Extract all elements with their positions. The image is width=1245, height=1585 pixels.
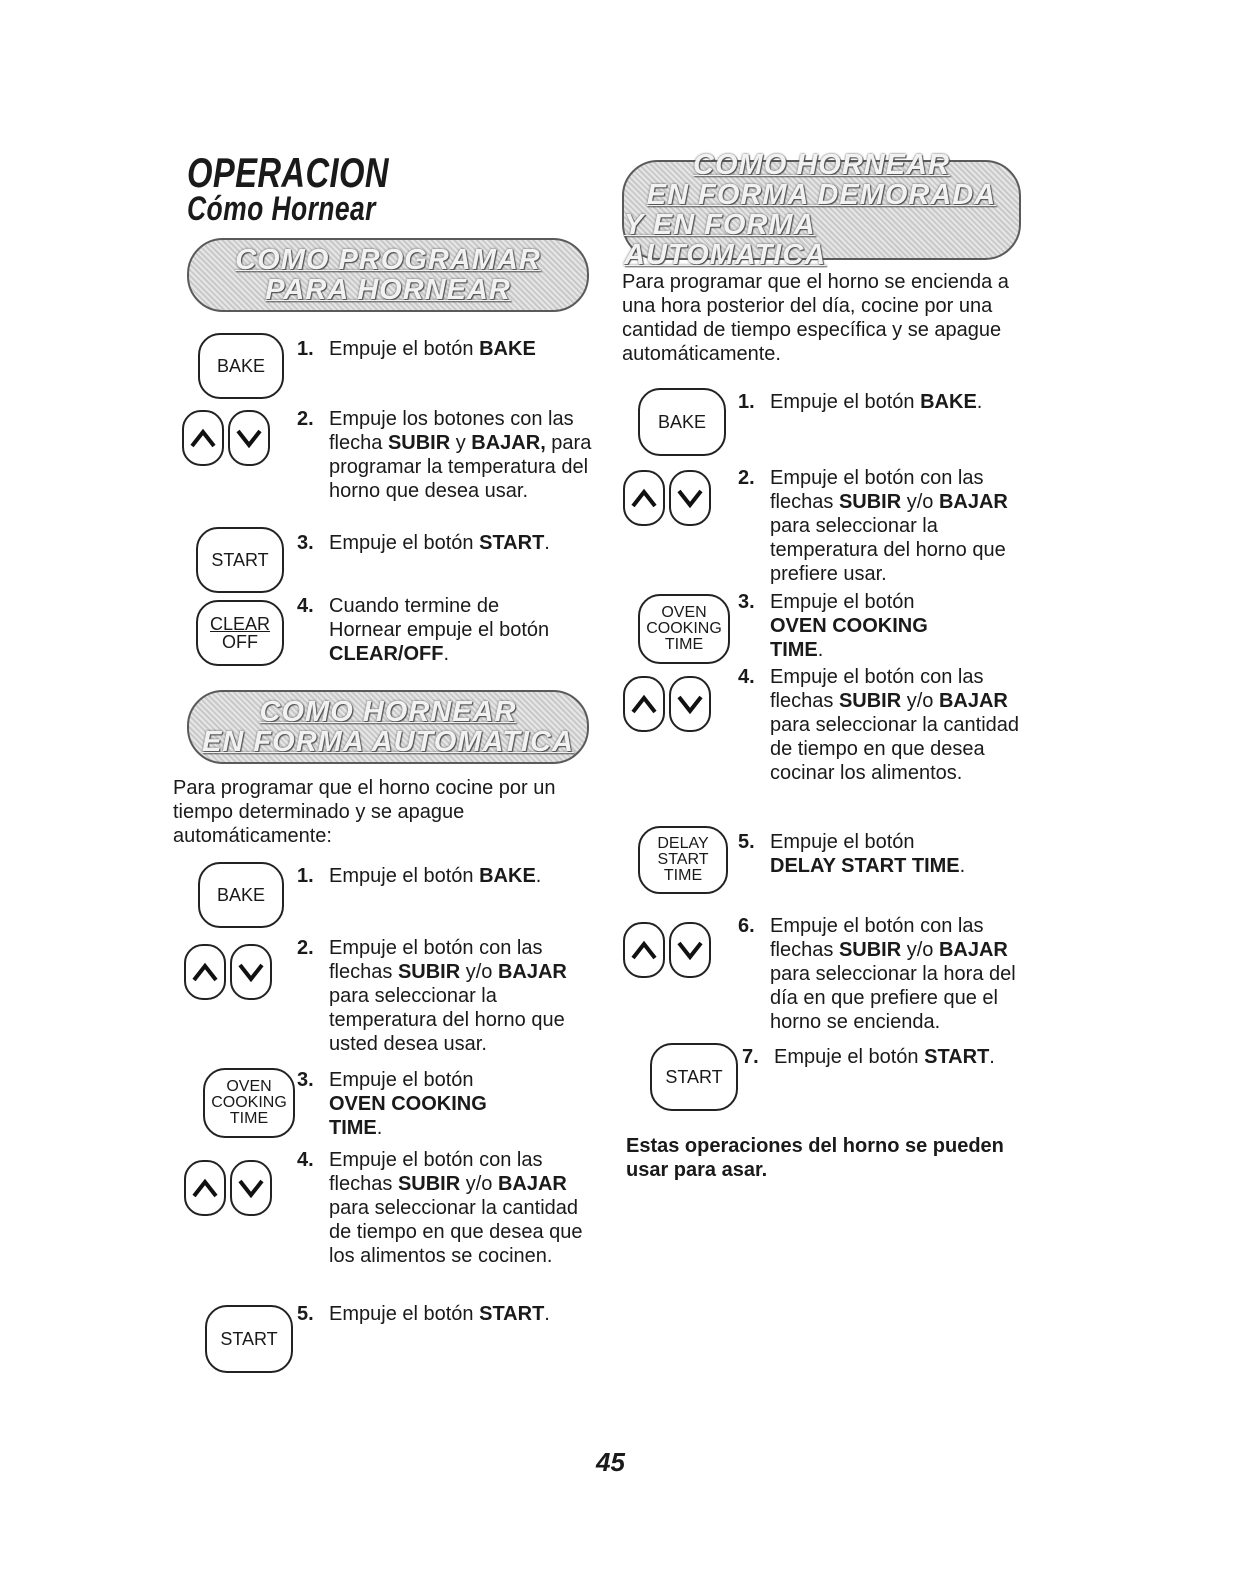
key-label: BAKE (216, 356, 266, 376)
up-arrow-icon (623, 922, 665, 978)
step-item (297, 1302, 587, 1326)
page-title: OPERACION (187, 149, 389, 196)
step-text: Empuje el botón con las flechas SUBIR y/o BAJAR para seleccionar la cantidad de tiempo en que desea que los alimentos se cocinen. (329, 1149, 583, 1267)
step-item (738, 830, 1023, 878)
step-item (297, 936, 592, 1056)
banner-hornear-automatica (187, 690, 589, 764)
clear-off-key (196, 600, 284, 666)
step-text: Empuje los botones con las flecha SUBIR y BAJAR, para programar la temperatura del horno que desea usar. (329, 408, 592, 502)
intro-paragraph: Para programar que el horno se encienda a una hora posterior del día, cocine por una cantidad de tiempo específica y se apague automáticamente. (622, 271, 1009, 365)
up-arrow-icon (623, 676, 665, 732)
step-text: Cuando termine de Hornear empuje el botón CLEAR/OFF. (329, 595, 550, 665)
arrow-keys (623, 470, 711, 526)
step-number: 3. (297, 1069, 314, 1091)
up-arrow-icon (623, 470, 665, 526)
step-item (738, 914, 1023, 1034)
banner-como-programar (187, 238, 589, 312)
key-label: START (211, 550, 269, 570)
key-label: BAKE (216, 885, 266, 905)
step-text: Empuje el botón con las flechas SUBIR y/o BAJAR para seleccionar la cantidad de tiempo en que desea cocinar los alimentos. (770, 666, 1020, 784)
key-label: START (657, 851, 709, 868)
arrow-keys (623, 676, 711, 732)
key-label: CLEAR (209, 614, 271, 634)
delay-start-time-key (638, 826, 728, 894)
down-arrow-icon (669, 470, 711, 526)
step-item (738, 665, 1023, 785)
step-item (742, 1045, 1022, 1069)
step-item (297, 1068, 587, 1140)
banner-line: COMO HORNEAR (693, 149, 950, 181)
key-label: DELAY (657, 835, 709, 852)
key-label: OVEN (226, 1078, 272, 1095)
up-arrow-icon (182, 410, 224, 466)
page-subtitle: Cómo Hornear (187, 190, 376, 228)
step-text: Empuje el botón DELAY START TIME. (770, 831, 966, 877)
step-item (297, 594, 567, 666)
step-text: Empuje el botón con las flechas SUBIR y/o BAJAR para seleccionar la hora del día en que prefiere que el horno se encienda. (770, 915, 1016, 1033)
step-item (297, 337, 587, 361)
step-text: Empuje el botón START. (329, 532, 550, 554)
step-number: 6. (738, 915, 755, 937)
down-arrow-icon (669, 676, 711, 732)
step-text: Empuje el botón OVEN COOKING TIME. (770, 591, 928, 661)
step-number: 3. (738, 591, 755, 613)
start-key (205, 1305, 293, 1373)
banner-line: COMO PROGRAMAR (235, 244, 541, 276)
key-label: BAKE (657, 412, 707, 432)
step-number: 1. (297, 865, 314, 887)
step-item (297, 1148, 587, 1268)
banner-line: PARA HORNEAR (265, 274, 511, 306)
step-text: Empuje el botón con las flechas SUBIR y/o BAJAR para seleccionar la temperatura del horno que prefiere usar. (770, 467, 1008, 585)
step-number: 1. (297, 338, 314, 360)
step-number: 5. (738, 831, 755, 853)
step-number: 1. (738, 391, 755, 413)
arrow-keys (182, 410, 270, 466)
key-label: COOKING (646, 620, 722, 637)
step-text: Empuje el botón START. (329, 1303, 550, 1325)
step-number: 2. (297, 937, 314, 959)
step-text: Empuje el botón con las flechas SUBIR y/o BAJAR para seleccionar la temperatura del horno que usted desea usar. (329, 937, 567, 1055)
key-label: COOKING (211, 1094, 287, 1111)
intro-paragraph: Para programar que el horno cocine por un tiempo determinado y se apague automáticamente: (173, 777, 556, 847)
arrow-keys (184, 944, 272, 1000)
step-text: Empuje el botón OVEN COOKING TIME. (329, 1069, 487, 1139)
step-item (297, 407, 592, 503)
step-item (297, 531, 587, 555)
start-key (196, 527, 284, 593)
down-arrow-icon (228, 410, 270, 466)
step-number: 2. (297, 408, 314, 430)
oven-cooking-time-key (203, 1068, 295, 1138)
banner-hornear-demorada (622, 149, 1021, 271)
bake-key (198, 862, 284, 928)
step-text: Empuje el botón BAKE (329, 338, 536, 360)
step-item (738, 466, 1023, 586)
banner-line: EN FORMA DEMORADA (646, 179, 997, 211)
down-arrow-icon (230, 944, 272, 1000)
bake-key (198, 333, 284, 399)
oven-cooking-time-key (638, 594, 730, 664)
step-number: 4. (738, 666, 755, 688)
start-key (650, 1043, 738, 1111)
key-label: OVEN (661, 604, 707, 621)
step-number: 4. (297, 1149, 314, 1171)
step-number: 7. (742, 1046, 759, 1068)
bake-key (638, 388, 726, 456)
note-text: Estas operaciones del horno se pueden usar para asar. (626, 1135, 1004, 1181)
key-label: OFF (222, 632, 258, 652)
down-arrow-icon (669, 922, 711, 978)
step-text: Empuje el botón BAKE. (329, 865, 542, 887)
step-text: Empuje el botón BAKE. (770, 391, 983, 413)
up-arrow-icon (184, 1160, 226, 1216)
step-number: 2. (738, 467, 755, 489)
key-label: START (665, 1067, 723, 1087)
arrow-keys (623, 922, 711, 978)
step-item (738, 590, 1023, 662)
step-number: 5. (297, 1303, 314, 1325)
step-item (738, 390, 1023, 414)
up-arrow-icon (184, 944, 226, 1000)
banner-line: Y EN FORMA AUTOMATICA (624, 209, 827, 271)
key-label: TIME (664, 636, 704, 653)
arrow-keys (184, 1160, 272, 1216)
banner-line: EN FORMA AUTOMATICA (202, 726, 574, 758)
step-number: 4. (297, 595, 314, 617)
key-label: TIME (229, 1110, 269, 1127)
banner-line: COMO HORNEAR (259, 696, 517, 728)
key-label: START (220, 1329, 278, 1349)
step-text: Empuje el botón START. (774, 1046, 995, 1068)
step-number: 3. (297, 532, 314, 554)
step-item (297, 864, 587, 888)
down-arrow-icon (230, 1160, 272, 1216)
key-label: TIME (663, 867, 703, 884)
page-number: 45 (596, 1447, 625, 1477)
